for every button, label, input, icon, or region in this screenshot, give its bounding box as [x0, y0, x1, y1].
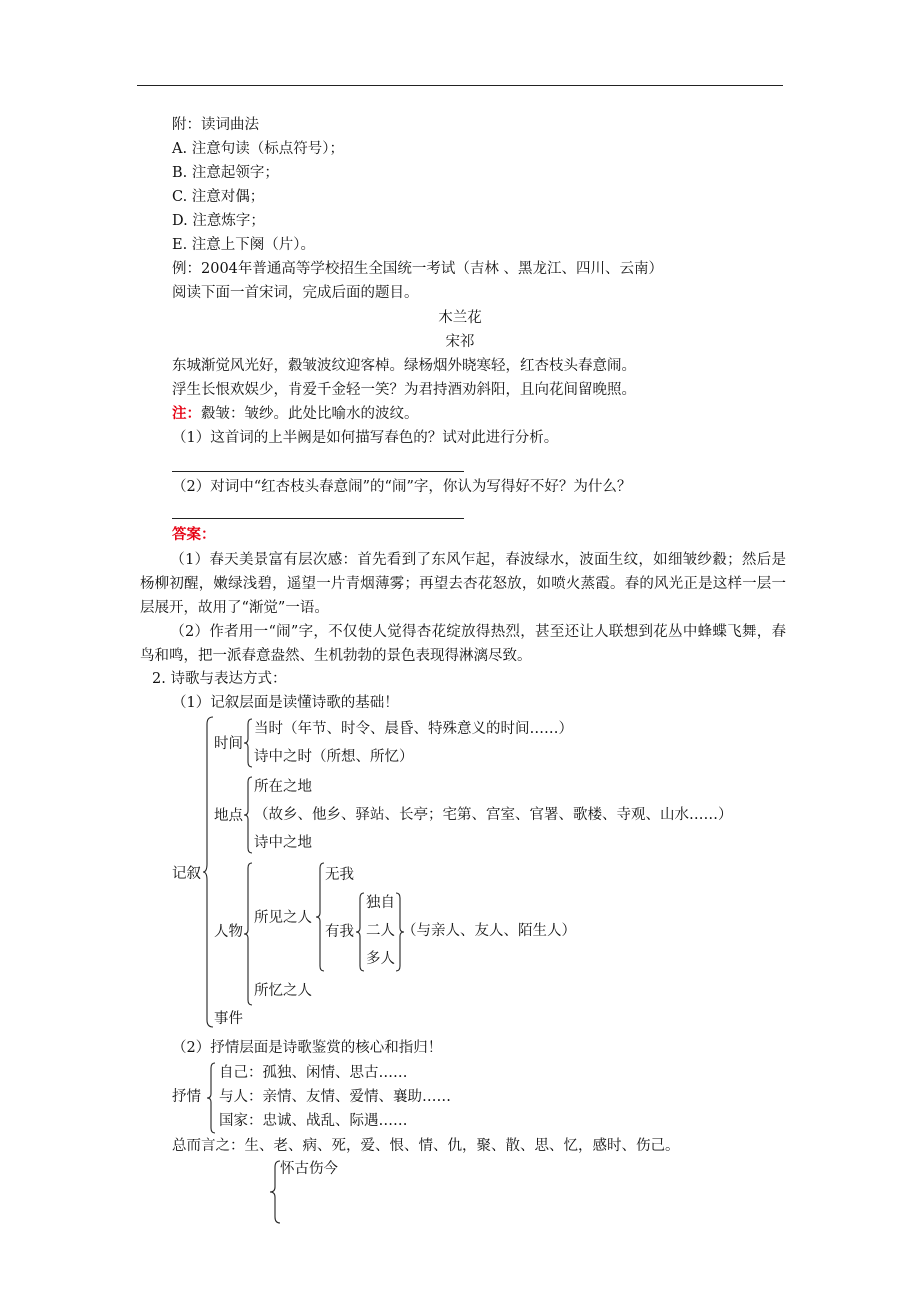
- seen-person: 所见之人: [254, 910, 312, 926]
- instruction: 阅读下面一首宋词，完成后面的题目。: [172, 285, 419, 301]
- question-1: （1）这首词的上半阙是如何描写春色的？试对此进行分析。: [172, 430, 559, 446]
- question-2: （2）对词中“红杏枝头春意闹”的“闹”字，你认为写得好不好？为什么？: [172, 479, 632, 495]
- remembered-person: 所忆之人: [254, 983, 312, 999]
- person-brace: [244, 862, 254, 1006]
- time-item: 诗中之时（所想、所忆）: [254, 749, 414, 765]
- with-self-brace: [356, 892, 366, 972]
- method-item: D. 注意炼字；: [172, 213, 265, 229]
- section-2-title: 2. 诗歌与表达方式：: [152, 671, 287, 687]
- poem-line: 东城渐觉风光好，縠皱波纹迎客棹。绿杨烟外晓寒轻，红杏枝头春意闹。: [172, 358, 636, 374]
- with-self-item: 多人: [366, 951, 395, 967]
- relation-text: （与亲人、友人、陌生人）: [402, 923, 576, 939]
- place-brace: [244, 776, 254, 854]
- lyric-item: 国家：忠诚、战乱、际遇……: [219, 1113, 408, 1129]
- note: [172, 403, 419, 425]
- narrative-heading: （1）记叙层面是读懂诗歌的基础！: [172, 695, 399, 711]
- method-item: B. 注意起领字；: [172, 165, 279, 181]
- event-label: 事件: [214, 1011, 243, 1027]
- note-text: 縠皱：皱纱。此处比喻水的波纹。: [201, 406, 419, 422]
- method-item: A. 注意句读（标点符号）；: [172, 141, 344, 157]
- poem-author: 宋祁: [445, 334, 475, 350]
- answer-1: （1）春天美景富有层次感：首先看到了东风乍起，春波绿水，波面生纹，如细皱纱縠；然后是杨柳初醒，嫩绿浅碧，遥望一片青烟薄雾；再望去杏花怒放，如喷火蒸霞。春的风光正是这样一层一层展开，故用了“渐觉”一语。: [140, 552, 786, 616]
- lyric-item: 自己：孤独、闲情、思古……: [219, 1065, 408, 1081]
- appendix-title: 附：读词曲法: [172, 117, 259, 133]
- with-self: 有我: [325, 924, 354, 940]
- lyric-item: 与人：亲情、友情、爱情、襄助……: [219, 1089, 451, 1105]
- summary: 总而言之：生、老、病、死，爱、恨、情、仇，聚、散、思、忆，感时、伤己。: [172, 1138, 680, 1154]
- method-item: C. 注意对偶；: [172, 189, 265, 205]
- narrative-root: 记叙: [172, 866, 201, 882]
- person-label: 人物: [214, 924, 243, 940]
- time-brace: [244, 718, 254, 768]
- lyric-root: 抒情: [172, 1089, 201, 1105]
- poem-title: 木兰花: [438, 310, 482, 326]
- time-item: 当时（年节、时令、晨昏、特殊意义的时间……）: [254, 721, 573, 737]
- note-label: 注：: [172, 405, 201, 422]
- place-item: 所在之地: [254, 779, 312, 795]
- narrative-brace: [203, 716, 215, 1028]
- answer-line-2: [172, 518, 464, 519]
- last-item: 怀古伤今: [280, 1161, 338, 1177]
- example-source: 例：2004年普通高等学校招生全国统一考试（吉林 、黑龙江、四川、云南）: [172, 261, 664, 277]
- time-label: 时间: [214, 736, 243, 752]
- no-self: 无我: [325, 867, 354, 883]
- answer-line-1: [172, 471, 464, 472]
- place-item: 诗中之地: [254, 835, 312, 851]
- answer-2: （2）作者用一“闹”字，不仅使人觉得杏花绽放得热烈，甚至还让人联想到花丛中蜂蝶飞舞，春鸟和鸣，把一派春意盎然、生机勃勃的景色表现得淋漓尽致。: [140, 624, 786, 664]
- method-item: E. 注意上下阕（片）。: [172, 237, 316, 253]
- place-label: 地点: [214, 808, 243, 824]
- with-self-item: 二人: [366, 923, 395, 939]
- with-self-item: 独自: [366, 895, 395, 911]
- lyric-heading: （2）抒情层面是诗歌鉴赏的核心和指归！: [172, 1040, 443, 1056]
- header-rule: [137, 85, 783, 86]
- poem-line: 浮生长恨欢娱少，肯爱千金轻一笑？为君持酒劝斜阳，且向花间留晚照。: [172, 382, 636, 398]
- lyric-brace: [207, 1062, 217, 1134]
- answer-label: 答案：: [172, 526, 216, 543]
- place-item: （故乡、他乡、驿站、长亭；宅第、宫室、官署、歌楼、寺观、山水……）: [254, 807, 733, 823]
